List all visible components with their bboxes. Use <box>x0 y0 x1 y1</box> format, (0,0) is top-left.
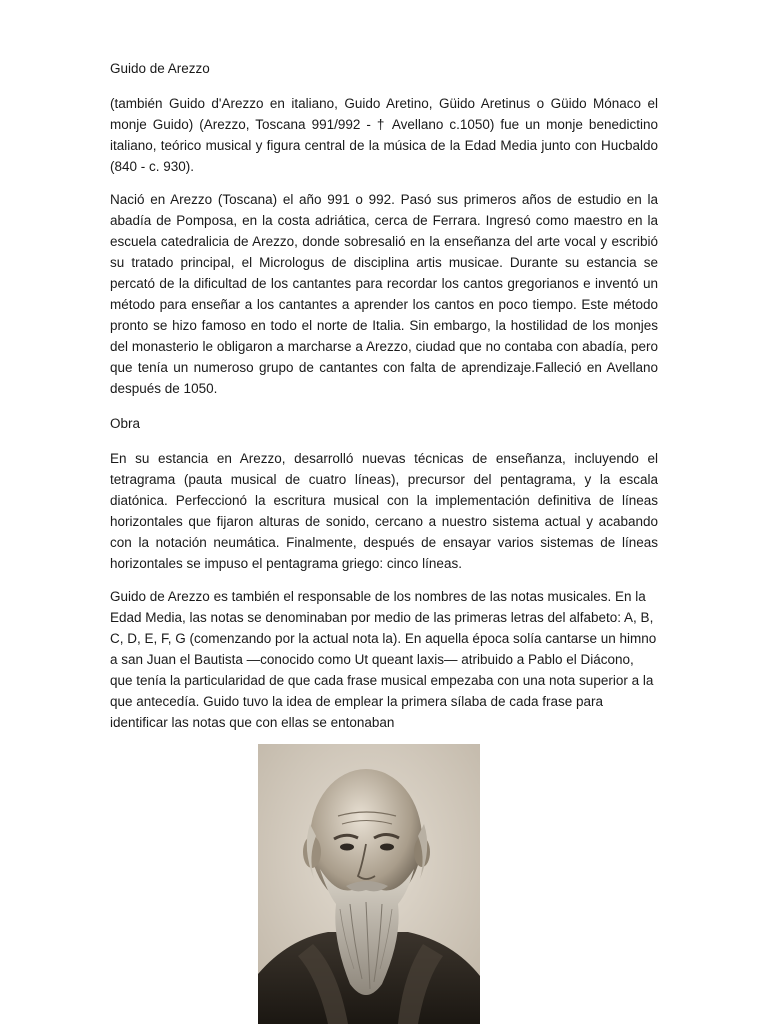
obra-paragraph-2: Guido de Arezzo es también el responsable de los nombres de las notas musicales. En la Edad Media, las notas se denominaban por medio de las primeras letras del alfabeto: A, B, C, D, E, F, G (comenzando por la actual nota la). En aquella época solía cantarse un himno a san Juan el Bautista —conocido como Ut queant laxis— atribuido a Pablo el Diácono, que tenía la particularidad de que cada frase musical empezaba con una nota superior a la que antecedía. Guido tuvo la idea de emplear la primera sílaba de cada frase para identificar las notas que con ellas se entonaban <box>110 589 657 730</box>
intro-paragraph: (también Guido d'Arezzo en italiano, Guido Aretino, Güido Aretinus o Güido Mónaco el monje Guido) (Arezzo, Toscana 991/992 - † Avellano c.1050) fue un monje benedictino italiano, teórico musical y figura central de la música de la Edad Media junto con Hucbaldo (840 - c. 930). <box>110 96 658 174</box>
portrait-icon <box>258 744 480 1024</box>
portrait-image <box>258 744 480 1024</box>
obra-paragraph-1: En su estancia en Arezzo, desarrolló nuevas técnicas de enseñanza, incluyendo el tetragrama (pauta musical de cuatro líneas), precursor del pentagrama, y la escala diatónica. Perfeccionó la escritura musical con la implementación definitiva de líneas horizontales que fijaron alturas de sonido, cercano a nuestro sistema actual y acabando con la notación neumática. Finalmente, después de ensayar varios sistemas de líneas horizontales se impuso el pentagrama griego: cinco líneas. <box>110 451 658 571</box>
biography-paragraph: Nació en Arezzo (Toscana) el año 991 o 992. Pasó sus primeros años de estudio en la abadía de Pomposa, en la costa adriática, cerca de Ferrara. Ingresó como maestro en la escuela catedralicia de Arezzo, donde sobresalió en la enseñanza del arte vocal y escribió su tratado principal, el Micrologus de disciplina artis musicae. Durante su estancia se percató de la dificultad de los cantantes para recordar los cantos gregorianos e inventó un método para enseñar a los cantantes a aprender los cantos en poco tiempo. Este método pronto se hizo famoso en todo el norte de Italia. Sin embargo, la hostilidad de los monjes del monasterio le obligaron a marcharse a Arezzo, ciudad que no contaba con abadía, pero que tenía un numeroso grupo de cantantes con falta de aprendizaje.Falleció en Avellano después de 1050. <box>110 192 658 396</box>
section-heading-obra: Obra <box>110 416 141 431</box>
document-body <box>110 58 658 745</box>
document-title: Guido de Arezzo <box>110 61 210 76</box>
